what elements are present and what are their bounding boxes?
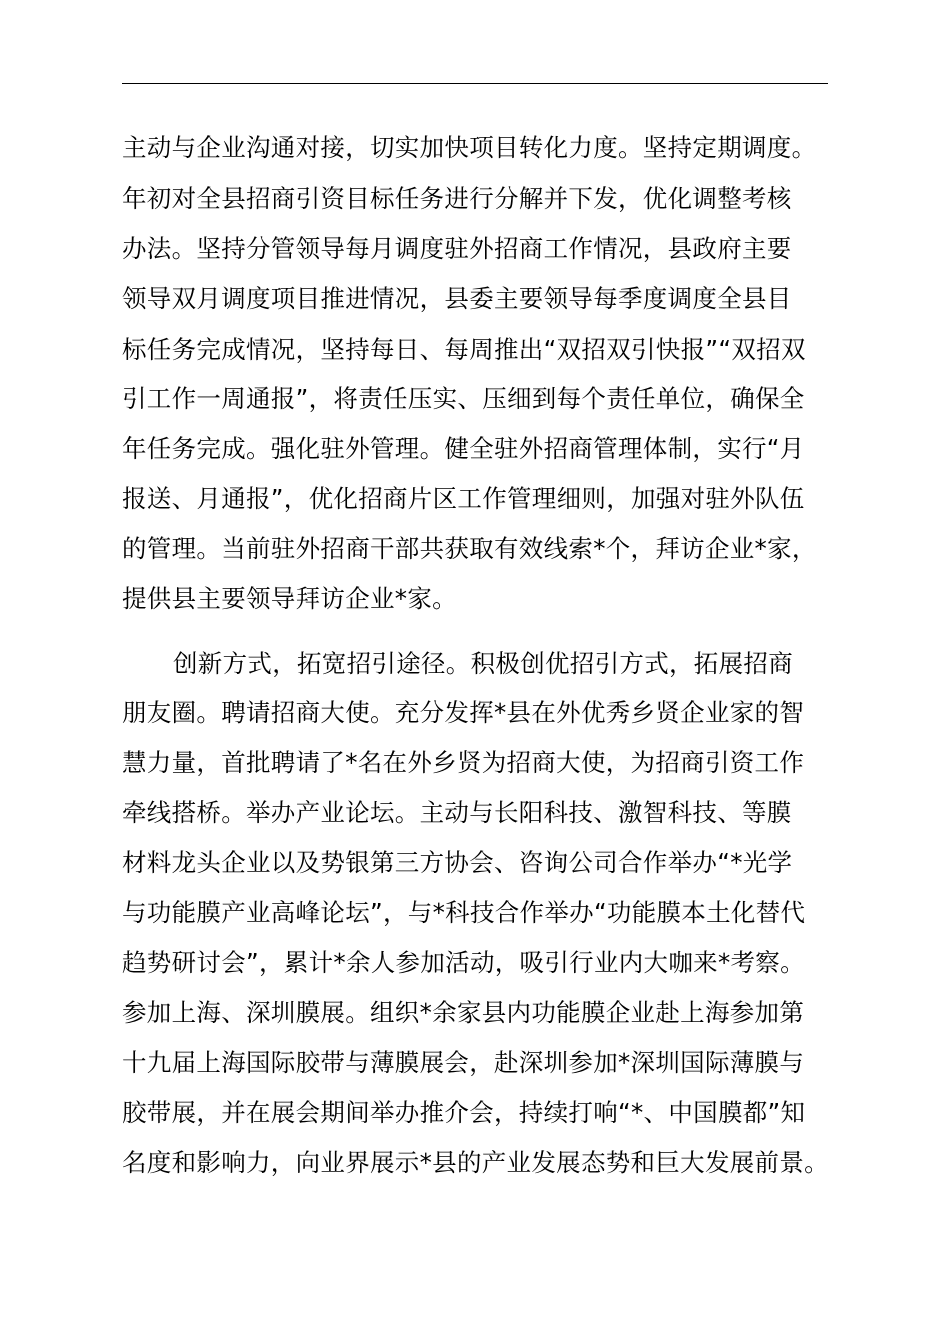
header-rule: [122, 83, 828, 84]
text-line: 报送、月通报”，优化招商片区工作管理细则，加强对驻外队伍: [122, 484, 805, 513]
text-line: 参加上海、深圳膜展。组织*余家县内功能膜企业赴上海参加第: [122, 998, 805, 1027]
text-line: 与功能膜产业高峰论坛”，与*科技合作举办“功能膜本土化替代: [122, 898, 806, 927]
text-line: 办法。坚持分管领导每月调度驻外招商工作情况，县政府主要: [122, 234, 792, 263]
text-line: 创新方式，拓宽招引途径。积极创优招引方式，拓展招商: [173, 649, 793, 678]
text-line: 朋友圈。聘请招商大使。充分发挥*县在外优秀乡贤企业家的智: [122, 698, 805, 727]
text-line: 引工作一周通报”，将责任压实、压细到每个责任单位，确保全: [122, 384, 805, 413]
text-line: 年初对全县招商引资目标任务进行分解并下发，优化调整考核: [122, 184, 792, 213]
text-line: 牵线搭桥。举办产业论坛。主动与长阳科技、激智科技、等膜: [122, 798, 792, 827]
text-line: 胶带展，并在展会期间举办推介会，持续打响“*、中国膜都”知: [122, 1098, 806, 1127]
text-line: 年任务完成。强化驻外管理。健全驻外招商管理体制，实行“月: [122, 434, 805, 463]
text-line: 慧力量，首批聘请了*名在外乡贤为招商大使，为招商引资工作: [122, 748, 805, 777]
text-line: 名度和影响力，向业界展示*县的产业发展态势和巨大发展前景。: [122, 1148, 829, 1177]
text-line: 的管理。当前驻外招商干部共获取有效线索*个，拜访企业*家，: [122, 534, 817, 563]
text-line: 领导双月调度项目推进情况，县委主要领导每季度调度全县目: [122, 284, 792, 313]
text-line: 趋势研讨会”，累计*余人参加活动，吸引行业内大咖来*考察。: [122, 948, 805, 977]
text-line: 提供县主要领导拜访企业*家。: [122, 584, 457, 613]
text-line: 标任务完成情况，坚持每日、每周推出“双招双引快报”“双招双: [122, 335, 806, 364]
text-line: 主动与企业沟通对接，切实加快项目转化力度。坚持定期调度。: [122, 133, 817, 162]
text-line: 材料龙头企业以及势银第三方协会、咨询公司合作举办“*光学: [122, 848, 793, 877]
text-line: 十九届上海国际胶带与薄膜展会，赴深圳参加*深圳国际薄膜与: [122, 1048, 805, 1077]
